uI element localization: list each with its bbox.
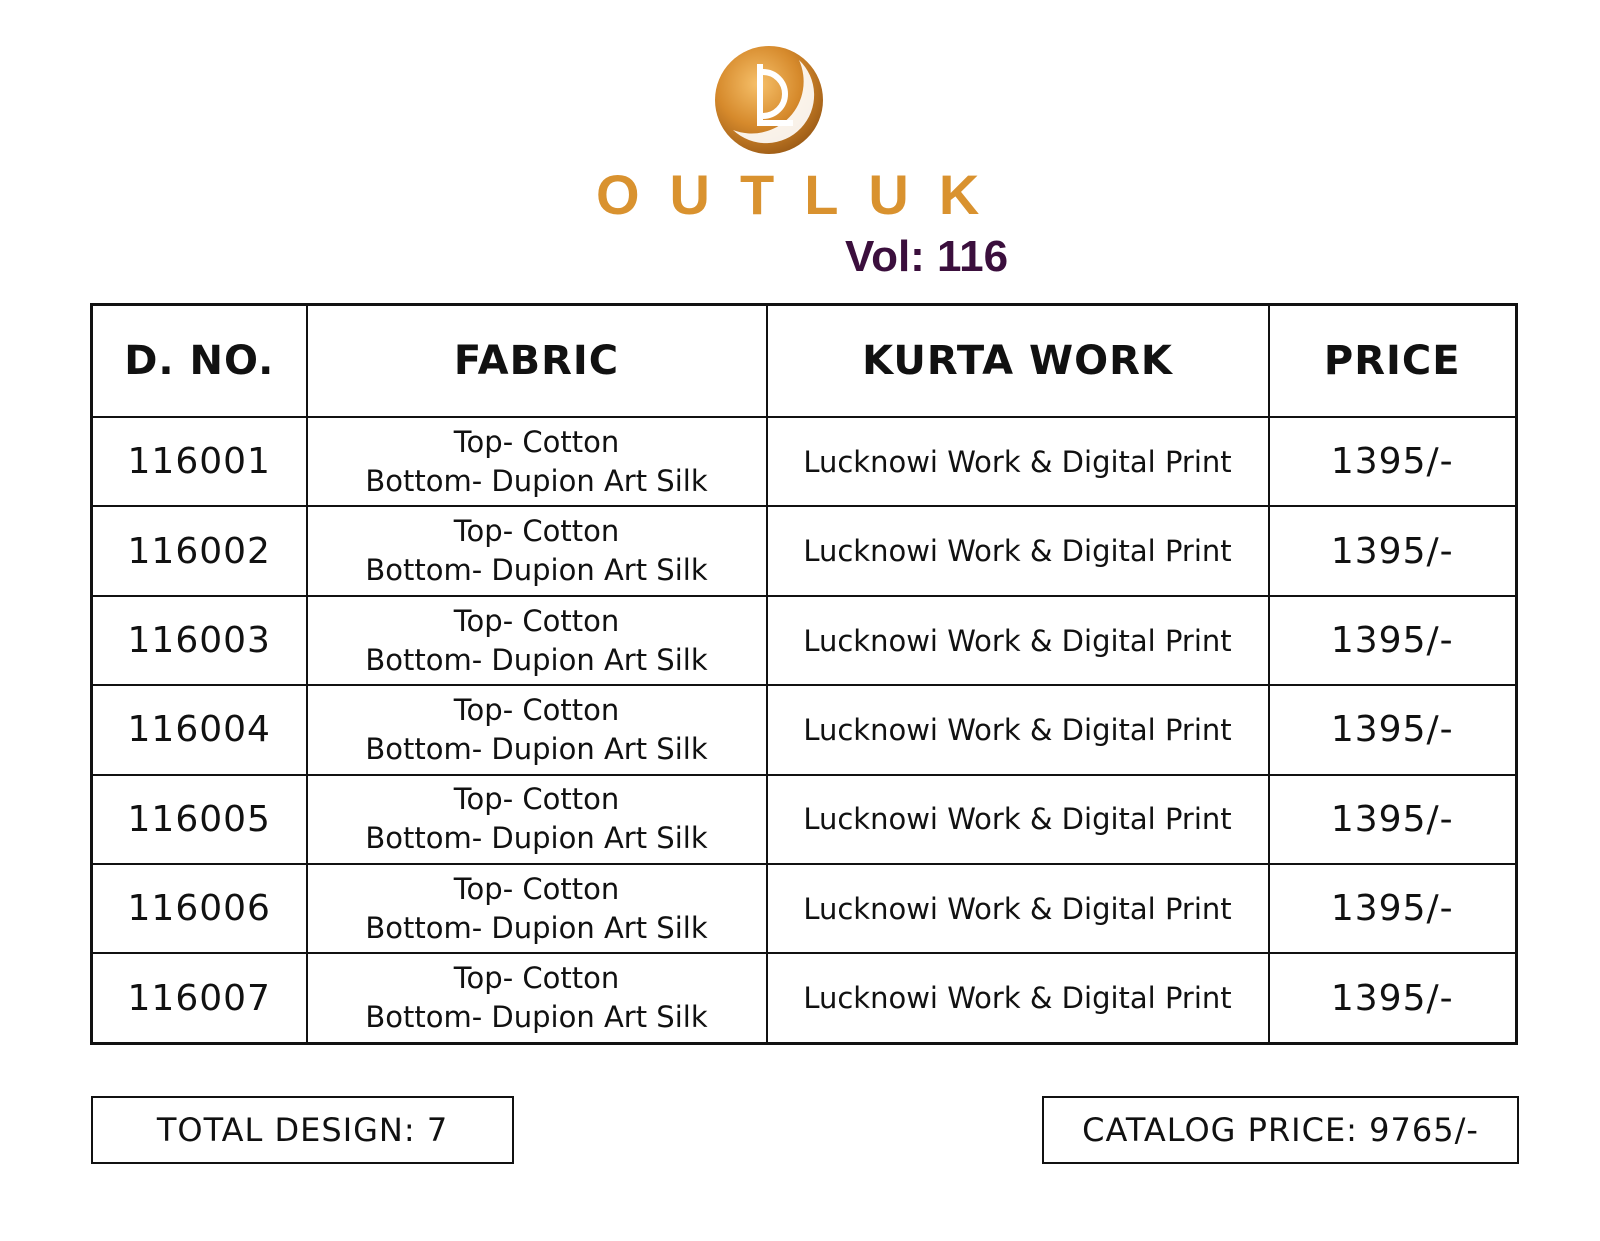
design-number: 116001 [92,417,307,506]
fabric-cell [307,953,767,1043]
fabric-bottom: Bottom- Dupion Art Silk [365,731,708,766]
kurta-work: Lucknowi Work & Digital Print [767,953,1269,1043]
fabric-cell [307,864,767,953]
price: 1395/- [1269,953,1517,1043]
table-header-row [92,305,1517,418]
kurta-work: Lucknowi Work & Digital Print [767,417,1269,506]
catalog-price-box: CATALOG PRICE: 9765/- [1042,1096,1519,1164]
design-number: 116002 [92,506,307,595]
price: 1395/- [1269,775,1517,864]
table-row [92,506,1517,595]
design-number: 116005 [92,775,307,864]
table-row [92,775,1517,864]
design-table [90,303,1518,1045]
fabric-top: Top- Cotton [453,871,620,906]
fabric-bottom: Bottom- Dupion Art Silk [365,821,708,856]
brand-name: OUTLUK [596,163,1010,226]
fabric-top: Top- Cotton [453,782,620,817]
header-fabric: FABRIC [307,305,767,418]
fabric-top: Top- Cotton [453,961,620,996]
table-row [92,417,1517,506]
kurta-work: Lucknowi Work & Digital Print [767,864,1269,953]
design-number: 116003 [92,596,307,685]
fabric-top: Top- Cotton [453,692,620,727]
price: 1395/- [1269,506,1517,595]
outluk-logo-icon [711,42,827,158]
design-number: 116004 [92,685,307,774]
fabric-cell [307,775,767,864]
price: 1395/- [1269,417,1517,506]
fabric-cell [307,596,767,685]
price: 1395/- [1269,596,1517,685]
total-design-box: TOTAL DESIGN: 7 [91,1096,514,1164]
fabric-bottom: Bottom- Dupion Art Silk [365,910,708,945]
kurta-work: Lucknowi Work & Digital Print [767,506,1269,595]
header-dno: D. NO. [92,305,307,418]
fabric-bottom: Bottom- Dupion Art Silk [365,1000,708,1035]
kurta-work: Lucknowi Work & Digital Print [767,596,1269,685]
header-kurta-work: KURTA WORK [767,305,1269,418]
fabric-top: Top- Cotton [453,424,620,459]
kurta-work: Lucknowi Work & Digital Print [767,685,1269,774]
fabric-cell [307,417,767,506]
table-row [92,685,1517,774]
table-row [92,596,1517,685]
table-row [92,953,1517,1043]
fabric-bottom: Bottom- Dupion Art Silk [365,463,708,498]
design-number: 116007 [92,953,307,1043]
fabric-bottom: Bottom- Dupion Art Silk [365,642,708,677]
fabric-top: Top- Cotton [453,514,620,549]
price: 1395/- [1269,864,1517,953]
fabric-bottom: Bottom- Dupion Art Silk [365,553,708,588]
fabric-cell [307,506,767,595]
price: 1395/- [1269,685,1517,774]
kurta-work: Lucknowi Work & Digital Print [767,775,1269,864]
header-price: PRICE [1269,305,1517,418]
fabric-top: Top- Cotton [453,603,620,638]
fabric-cell [307,685,767,774]
volume-label: Vol: 116 [845,232,1009,281]
design-number: 116006 [92,864,307,953]
table-row [92,864,1517,953]
